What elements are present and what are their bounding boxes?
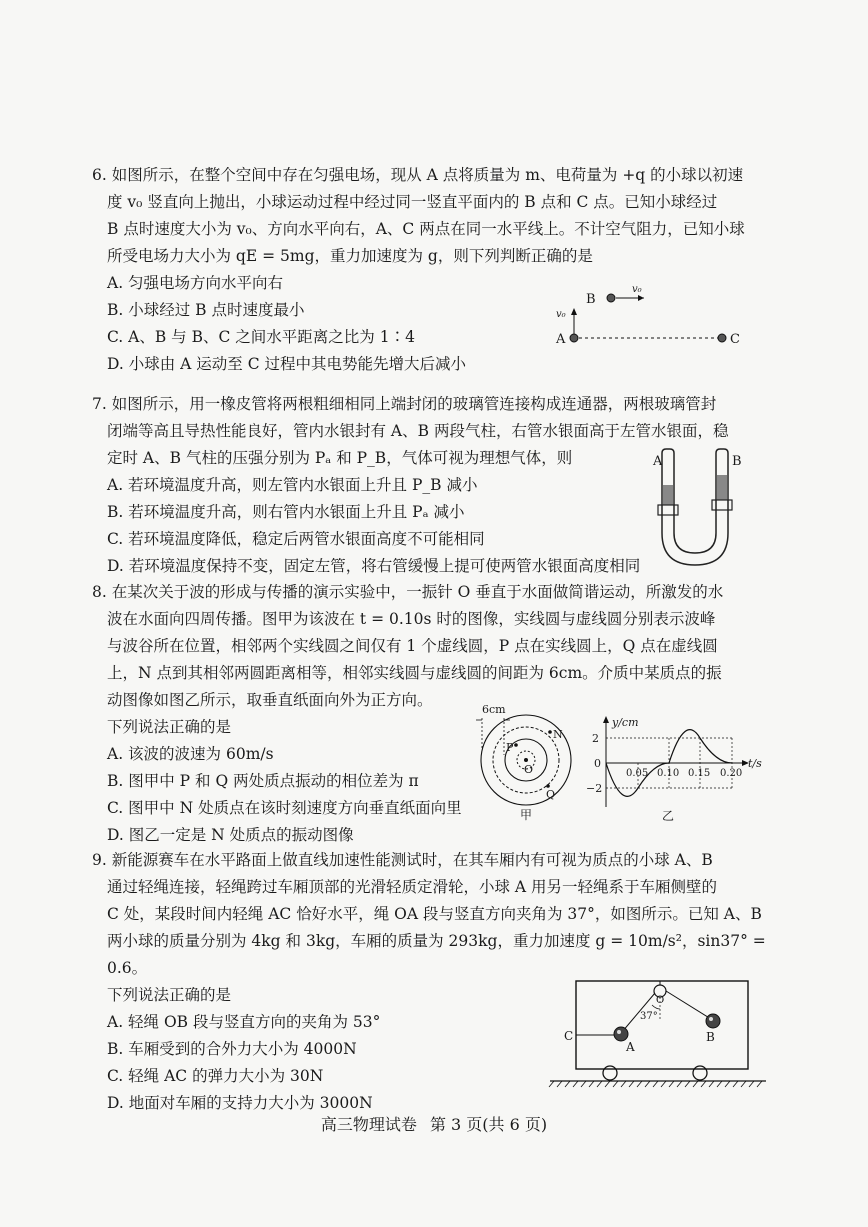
- q6-option-d: D. 小球由 A 运动至 C 过程中其电势能先增大后减小: [107, 355, 466, 373]
- q7-option-d: D. 若环境温度保持不变，固定左管，将右管缓慢上提可使两管水银面高度相同: [107, 557, 641, 575]
- q8-caption-jia: 甲: [520, 808, 533, 822]
- q7-option-c: C. 若环境温度降低，稳定后两管水银面高度不可能相同: [107, 530, 485, 548]
- q6-point-c: [718, 334, 726, 342]
- q8-y-tick-neg2: −2: [586, 782, 603, 795]
- q8-t-tick-005: 0.05: [626, 768, 649, 779]
- q7-stem-line-3: 定时 A、B 气柱的压强分别为 Pₐ 和 P_B，气体可视为理想气体，则: [107, 449, 573, 467]
- wheel-right: [693, 1066, 707, 1080]
- q8-stem-line-5: 动图像如图乙所示，取垂直纸面向外为正方向。: [107, 691, 433, 709]
- wheel-left: [603, 1066, 617, 1080]
- q8-t-axis-label: t/s: [748, 757, 762, 770]
- q9-figure: [548, 975, 768, 1093]
- q6-point-a: [570, 334, 578, 342]
- q6-fig-label-b: B: [586, 292, 596, 307]
- q6-option-c: C. A、B 与 B、C 之间水平距离之比为 1∶4: [107, 328, 415, 346]
- q9-option-c: C. 轻绳 AC 的弹力大小为 30N: [107, 1067, 324, 1085]
- q6-stem-line-4: 所受电场力大小为 qE = 5mg，重力加速度为 g，则下列判断正确的是: [107, 247, 593, 265]
- page-footer: [0, 1112, 868, 1135]
- q8-figure-yi: [586, 712, 772, 824]
- q7-option-a: A. 若环境温度升高，则左管内水银面上升且 P_B 减小: [107, 476, 478, 494]
- q9-fig-label-b: B: [706, 1030, 715, 1044]
- q6-stem-line-3: B 点时速度大小为 v₀、方向水平向右，A、C 两点在同一水平线上。不计空气阻力，已知小球: [107, 220, 745, 238]
- q9-fig-label-c: C: [564, 1029, 574, 1043]
- q8-stem-line-1: 8. 在某次关于波的形成与传播的演示实验中，一振针 O 垂直于水面做简谐运动，所激发的水: [92, 583, 724, 601]
- q8-option-b: B. 图甲中 P 和 Q 两处质点振动的相位差为 π: [107, 772, 419, 790]
- q7-figure: [640, 445, 750, 575]
- q6-option-b: B. 小球经过 B 点时速度最小: [107, 301, 305, 319]
- q7-stem-line-2: 闭端等高且导热性能良好，管内水银封有 A、B 两段气柱，右管水银面高于左管水银面，稳: [107, 422, 729, 440]
- q9-fig-label-o: O: [656, 995, 665, 1006]
- q8-fig-label-6cm: 6cm: [482, 703, 506, 716]
- q9-stem-line-1: 9. 新能源赛车在水平路面上做直线加速性能测试时，在其车厢内有可视为质点的小球 A、B: [92, 851, 713, 869]
- q8-y-tick-0: 0: [594, 757, 601, 770]
- q7-fig-label-b: B: [732, 454, 742, 469]
- q6-fig-label-v0-b: v₀: [632, 284, 642, 295]
- q6-figure: [550, 280, 750, 360]
- q9-option-a: A. 轻绳 OB 段与竖直方向的夹角为 53°: [107, 1013, 381, 1031]
- q6-option-a: A. 匀强电场方向水平向右: [107, 274, 284, 292]
- q9-fig-label-angle: 37°: [640, 1011, 658, 1022]
- q8-caption-yi: 乙: [662, 809, 675, 823]
- q8-y-axis-label: y/cm: [612, 716, 639, 729]
- q8-stem-line-3: 与波谷所在位置，相邻两个实线圆之间仅有 1 个虚线圆，P 点在实线圆上，Q 点在虚线圆: [107, 637, 718, 655]
- q7-fig-label-a: A: [653, 454, 663, 469]
- q9-stem-line-3: C 处，某段时间内轻绳 AC 恰好水平，绳 OA 段与竖直方向夹角为 37°，如图所示。已知 A、B: [107, 905, 762, 923]
- q8-fig-label-o: O: [524, 763, 534, 776]
- q8-option-a: A. 该波的波速为 60m/s: [107, 745, 274, 763]
- q6-fig-label-c: C: [730, 332, 740, 347]
- q8-t-tick-015: 0.15: [688, 768, 711, 779]
- q8-option-c: C. 图甲中 N 处质点在该时刻速度方向垂直纸面向里: [107, 799, 462, 817]
- q9-stem-line-2: 通过轻绳连接，轻绳跨过车厢顶部的光滑轻质定滑轮，小球 A 用另一轻绳系于车厢侧壁的: [107, 878, 718, 896]
- ball-a: [614, 1027, 628, 1041]
- q6-point-b: [607, 294, 615, 302]
- q8-t-tick-020: 0.20: [720, 768, 743, 779]
- footer-page-number: 第 3 页(共 6 页): [429, 1115, 548, 1134]
- q9-stem-line-5: 下列说法正确的是: [107, 986, 232, 1004]
- q8-figure-jia: [474, 700, 584, 822]
- q8-fig-label-q: Q: [546, 788, 556, 801]
- q8-options-prompt: 下列说法正确的是: [107, 718, 232, 736]
- q8-t-tick-010: 0.10: [657, 768, 680, 779]
- q8-y-tick-2: 2: [592, 732, 599, 745]
- q6-fig-label-a: A: [556, 332, 566, 347]
- q7-stem-line-1: 7. 如图所示，用一橡皮管将两根粗细相同上端封闭的玻璃管连接构成连通器，两根玻璃管封: [92, 395, 717, 413]
- q9-stem-line-4: 两小球的质量分别为 4kg 和 3kg，车厢的质量为 293kg，重力加速度 g = 10m/s²，sin37° = 0.6。: [107, 932, 766, 977]
- q7-option-b: B. 若环境温度升高，则右管内水银面上升且 Pₐ 减小: [107, 503, 465, 521]
- q8-fig-label-n: N: [553, 728, 563, 741]
- footer-title: 高三物理试卷: [320, 1115, 417, 1134]
- q8-stem-line-2: 波在水面向四周传播。图甲为该波在 t = 0.10s 时的图像，实线圆与虚线圆分别表示波峰: [107, 610, 716, 628]
- ball-b: [706, 1014, 720, 1028]
- q8-fig-label-p: P: [506, 741, 514, 754]
- q6-stem-line-1: 6. 如图所示，在整个空间中存在匀强电场，现从 A 点将质量为 m、电荷量为 +q 的小球以初速: [92, 166, 744, 184]
- q9-fig-label-a: A: [626, 1040, 635, 1054]
- q8-stem-line-4: 上，N 点到其相邻两圆距离相等，相邻实线圆与虚线圆的间距为 6cm。介质中某质点的振: [107, 664, 722, 682]
- q9-option-b: B. 车厢受到的合外力大小为 4000N: [107, 1040, 357, 1058]
- q6-fig-label-v0: v₀: [556, 309, 566, 320]
- q6-stem-line-2: 度 v₀ 竖直向上抛出，小球运动过程中经过同一竖直平面内的 B 点和 C 点。已知小球经过: [107, 193, 718, 211]
- q8-option-d: D. 图乙一定是 N 处质点的振动图像: [107, 826, 354, 844]
- q9-option-d: D. 地面对车厢的支持力大小为 3000N: [107, 1094, 373, 1112]
